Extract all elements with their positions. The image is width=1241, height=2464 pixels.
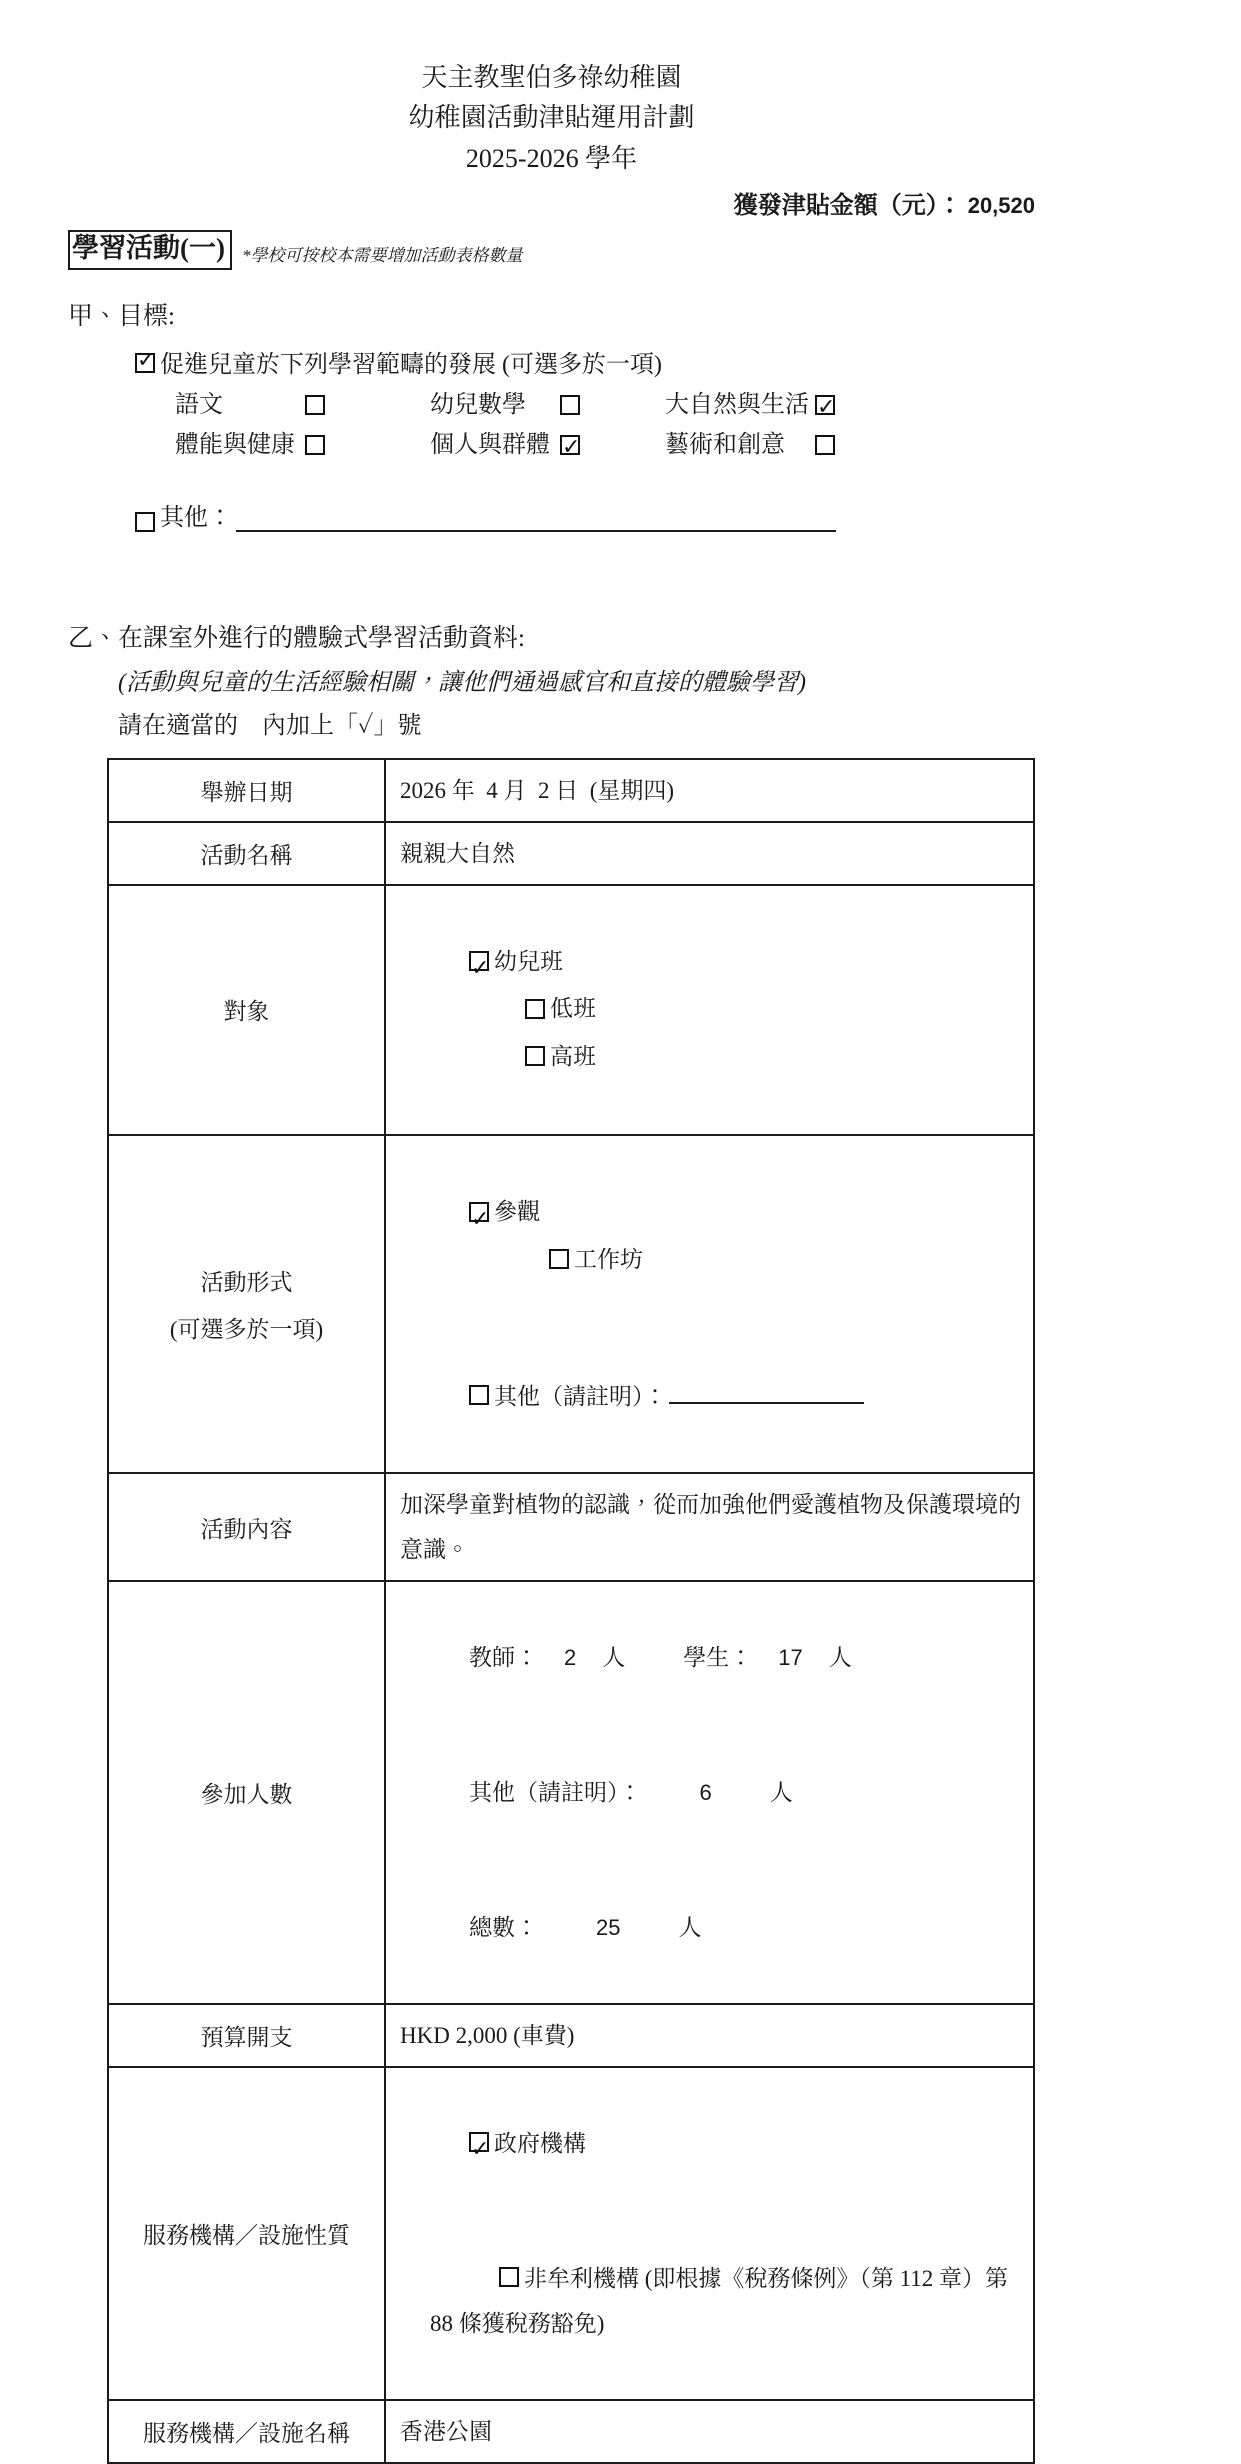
domain-label: 幼兒數學 <box>430 391 526 418</box>
table-row-activity-name <box>108 822 1034 885</box>
row-label-target: 對象 <box>108 885 385 1136</box>
students-label: 學生： <box>683 1645 753 1671</box>
format-options <box>400 1144 1021 1329</box>
table-row-target <box>108 885 1034 1136</box>
target-option-label: 高班 <box>550 1043 596 1069</box>
domain-checkbox-nature-living[interactable] <box>815 395 835 415</box>
budget-value: HKD 2,000 (車費) <box>400 2023 575 2049</box>
goal-other-blank-field[interactable] <box>236 506 836 532</box>
document-header <box>68 58 1035 179</box>
part-a <box>68 296 1035 532</box>
plan-title: 幼稚園活動津貼運用計劃 <box>408 103 695 133</box>
domain-option-language <box>175 387 430 423</box>
target-option-label: 低班 <box>550 996 596 1022</box>
date-value: 2026 年 4 月 2 日 (星期四) <box>400 777 675 803</box>
target-checkbox-nursery[interactable] <box>469 951 489 971</box>
format-other-blank-field[interactable] <box>669 1382 864 1404</box>
content-value: 加深學童對植物的認識，從而加強他們愛護植物及保護環境的意識。 <box>400 1492 1021 1563</box>
part-b-heading: 乙、在課室外進行的體驗式學習活動資料: <box>68 624 525 652</box>
total-label: 總數： <box>469 1915 538 1941</box>
subsidy-line <box>68 185 1035 220</box>
table-row-date <box>108 759 1034 822</box>
domain-option-nature-living <box>665 387 850 423</box>
part-a-heading: 甲、目標: <box>68 302 175 330</box>
org-type-gov-label: 政府機構 <box>494 2131 586 2157</box>
others-label: 其他（請註明）： <box>469 1780 642 1806</box>
org-type-nonprofit-line <box>400 2211 1021 2391</box>
activity-section-title: 學習活動(一) <box>68 230 232 270</box>
table-row-format <box>108 1135 1034 1473</box>
goal-line <box>135 344 1035 379</box>
format-option-workshop <box>549 1237 643 1282</box>
students-count: 17 <box>778 1645 803 1671</box>
row-label-content: 活動內容 <box>108 1473 385 1581</box>
students-unit: 人 <box>828 1645 852 1671</box>
goal-other-checkbox[interactable] <box>135 512 155 532</box>
participants-line-1 <box>400 1590 1021 1725</box>
format-label: 活動形式 <box>200 1270 293 1296</box>
teachers-count: 2 <box>564 1645 577 1671</box>
total-unit: 人 <box>678 1915 702 1941</box>
activity-section-header <box>68 230 1035 270</box>
row-label-budget: 預算開支 <box>108 2004 385 2067</box>
domain-option-self-society <box>430 427 665 463</box>
school-name: 天主教聖伯多祿幼稚園 <box>421 63 682 92</box>
target-checkbox-upper[interactable] <box>525 1046 545 1066</box>
target-option-lower <box>525 986 596 1031</box>
row-label-org-name: 服務機構／設施名稱 <box>108 2400 385 2463</box>
activity-section-note: *學校可按校本需要增加活動表格數量 <box>241 245 523 265</box>
format-option-label: 工作坊 <box>574 1246 643 1272</box>
part-b <box>68 618 1035 740</box>
format-sublabel: (可選多於一項) <box>169 1317 324 1343</box>
subsidy-label: 獲發津貼金額（元）： <box>733 192 962 219</box>
target-options <box>400 894 1021 1127</box>
row-label-participants: 參加人數 <box>108 1581 385 2004</box>
domain-checkbox-self-society[interactable] <box>560 435 580 455</box>
learning-domain-grid <box>175 387 1035 463</box>
domain-checkbox-physical-health[interactable] <box>305 435 325 455</box>
row-label-format <box>108 1135 385 1473</box>
teachers-label: 教師： <box>469 1645 538 1671</box>
domain-option-physical-health <box>175 427 430 463</box>
row-label-activity-name: 活動名稱 <box>108 822 385 885</box>
org-type-checkbox-government[interactable] <box>469 2132 489 2152</box>
domain-checkbox-early-math[interactable] <box>560 395 580 415</box>
table-row-org-name <box>108 2400 1034 2463</box>
part-b-instruction: 請在適當的 內加上「✓」號 <box>118 712 422 739</box>
total-count: 25 <box>596 1915 621 1941</box>
target-option-upper <box>525 1034 596 1079</box>
format-option-visit <box>469 1189 540 1234</box>
participants-line-3 <box>400 1860 1021 1995</box>
goal-label: 促進兒童於下列學習範疇的發展 (可選多於一項) <box>160 351 662 378</box>
org-type-gov-line <box>400 2076 1021 2211</box>
format-other-label: 其他（請註明）： <box>494 1384 667 1410</box>
target-option-label: 幼兒班 <box>494 948 563 974</box>
participants-line-2 <box>400 1725 1021 1860</box>
others-count: 6 <box>699 1780 712 1806</box>
activity-details-table <box>107 758 1035 2464</box>
org-name-value: 香港公園 <box>400 2419 492 2445</box>
domain-label: 體能與健康 <box>175 431 295 458</box>
table-row-budget <box>108 2004 1034 2067</box>
domain-checkbox-arts-creativity[interactable] <box>815 435 835 455</box>
domain-label: 藝術和創意 <box>665 431 785 458</box>
goal-other-label: 其他： <box>160 504 232 531</box>
goal-checkbox[interactable] <box>135 353 155 373</box>
others-unit: 人 <box>769 1780 793 1806</box>
format-checkbox-other[interactable] <box>469 1385 489 1405</box>
domain-option-arts-creativity <box>665 427 850 463</box>
teachers-unit: 人 <box>602 1645 626 1671</box>
table-row-participants <box>108 1581 1034 2004</box>
row-label-org-type: 服務機構／設施性質 <box>108 2067 385 2400</box>
subsidy-amount: 20,520 <box>967 192 1035 218</box>
row-label-date: 舉辦日期 <box>108 759 385 822</box>
part-b-note: (活動與兒童的生活經驗相關，讓他們通過感官和直接的體驗學習) <box>118 669 806 696</box>
activity-name-value: 親親大自然 <box>400 840 515 866</box>
format-other-line <box>400 1329 1021 1464</box>
domain-label: 語文 <box>175 391 223 418</box>
format-checkbox-workshop[interactable] <box>549 1249 569 1269</box>
domain-checkbox-language[interactable] <box>305 395 325 415</box>
target-checkbox-lower[interactable] <box>525 999 545 1019</box>
org-type-checkbox-nonprofit[interactable] <box>499 2267 519 2287</box>
org-type-nonprofit-label: 非牟利機構 (即根據《稅務條例》（第 112 章）第 88 條獲稅務豁免) <box>430 2266 1014 2337</box>
goal-other-line <box>135 497 1035 532</box>
target-option-nursery <box>469 939 563 984</box>
table-row-content <box>108 1473 1034 1581</box>
domain-label: 大自然與生活 <box>665 391 809 418</box>
school-year: 2025-2026 學年 <box>465 143 638 173</box>
format-checkbox-visit[interactable] <box>469 1202 489 1222</box>
domain-option-early-math <box>430 387 665 423</box>
table-row-org-type <box>108 2067 1034 2400</box>
domain-label: 個人與群體 <box>430 431 550 458</box>
format-option-label: 參觀 <box>494 1199 540 1225</box>
